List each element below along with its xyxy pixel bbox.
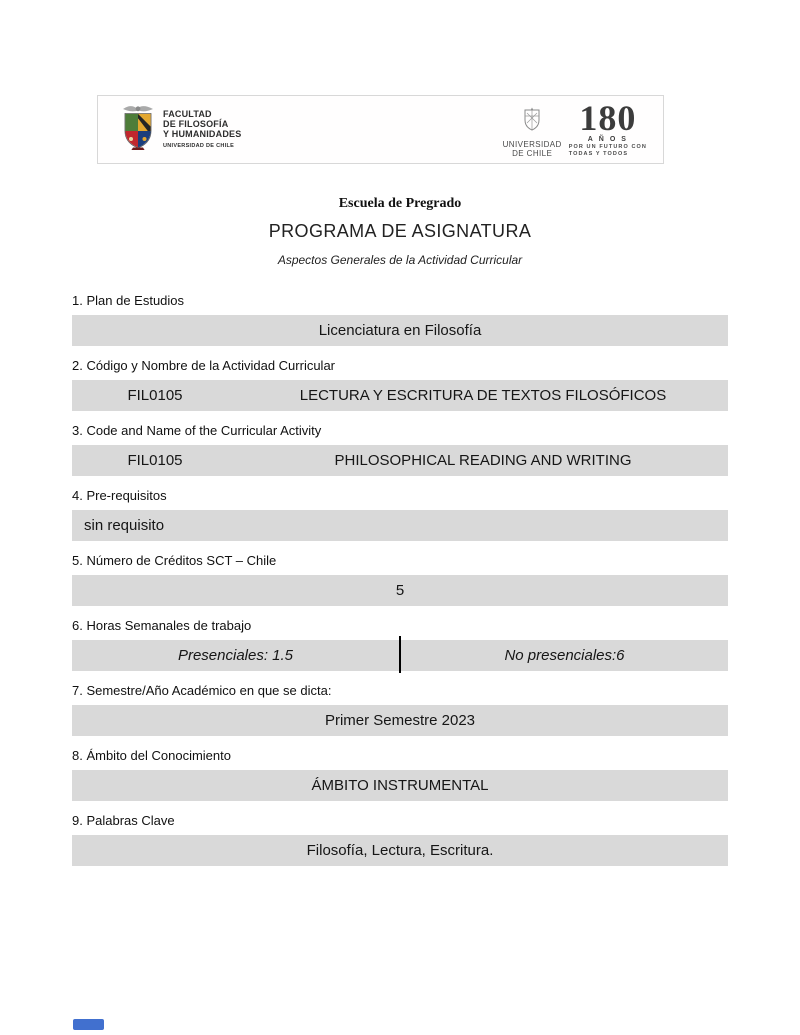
section-label: 2. Código y Nombre de la Actividad Curricular — [72, 358, 336, 373]
anniversary-anos-label: AÑOS — [587, 136, 632, 143]
section-label: 8. Ámbito del Conocimiento — [72, 748, 231, 763]
section-horas-semanales — [72, 618, 728, 671]
page-title: PROGRAMA DE ASIGNATURA — [268, 221, 532, 241]
school-title: Escuela de Pregrado — [338, 196, 462, 211]
section-label: 3. Code and Name of the Curricular Activity — [72, 423, 322, 438]
horas-presenciales: Presenciales: 1.5 — [177, 647, 294, 664]
faculty-name-line1: FACULTAD — [163, 108, 212, 119]
section-value-bar: Filosofía, Lectura, Escritura. — [72, 835, 728, 866]
section-label: 1. Plan de Estudios — [72, 293, 185, 308]
section-plan-de-estudios — [72, 293, 728, 346]
header-logo-box — [97, 95, 664, 164]
section-codigo-nombre — [72, 358, 728, 411]
section-label: 6. Horas Semanales de trabajo — [72, 618, 252, 633]
faculty-logo — [120, 103, 241, 156]
university-crest-icon — [522, 107, 542, 138]
page-subtitle: Aspectos Generales de la Actividad Curricular — [277, 253, 523, 267]
section-palabras-clave — [72, 813, 728, 866]
anniversary-tagline-line2: TODAS Y TODOS — [568, 150, 629, 157]
faculty-name-line3: Y HUMANIDADES — [163, 128, 242, 139]
section-creditos-sct — [72, 553, 728, 606]
section-value-bar — [72, 380, 728, 411]
section-ambito — [72, 748, 728, 801]
course-code: FIL0105 — [127, 452, 183, 469]
section-label: 9. Palabras Clave — [72, 813, 175, 828]
section-value-bar: ÁMBITO INSTRUMENTAL — [72, 770, 728, 801]
section-semestre — [72, 683, 728, 736]
university-name-line1: UNIVERSIDAD — [502, 140, 562, 149]
section-value-bar: Primer Semestre 2023 — [72, 705, 728, 736]
section-value-bar — [72, 445, 728, 476]
faculty-name-line2: DE FILOSOFÍA — [163, 118, 229, 129]
anniversary-tagline-line1: POR UN FUTURO CON — [568, 144, 647, 150]
section-value-bar: Licenciatura en Filosofía — [72, 315, 728, 346]
section-label: 4. Pre-requisitos — [72, 488, 167, 503]
sections-list — [72, 293, 728, 878]
section-code-name-english — [72, 423, 728, 476]
anniversary-number: 180 — [579, 98, 637, 138]
section-prerequisitos — [72, 488, 728, 541]
course-name: LECTURA Y ESCRITURA DE TEXTOS FILOSÓFICOS — [299, 387, 667, 404]
section-value-bar — [72, 640, 728, 671]
document-titles — [0, 196, 800, 267]
section-label: 5. Número de Créditos SCT – Chile — [72, 553, 277, 568]
faculty-university-subline: UNIVERSIDAD DE CHILE — [163, 142, 235, 149]
university-name-line2: DE CHILE — [512, 149, 553, 158]
next-page-blue-sliver — [73, 1019, 104, 1030]
section-label: 7. Semestre/Año Académico en que se dicta: — [72, 683, 332, 698]
section-value-bar: sin requisito — [72, 510, 728, 541]
section-value-bar: 5 — [72, 575, 728, 606]
course-name-english: PHILOSOPHICAL READING AND WRITING — [334, 452, 632, 469]
horas-no-presenciales: No presenciales:6 — [504, 647, 625, 664]
faculty-crest-icon — [120, 103, 156, 156]
course-code: FIL0105 — [127, 387, 183, 404]
university-180-logo — [502, 98, 647, 158]
